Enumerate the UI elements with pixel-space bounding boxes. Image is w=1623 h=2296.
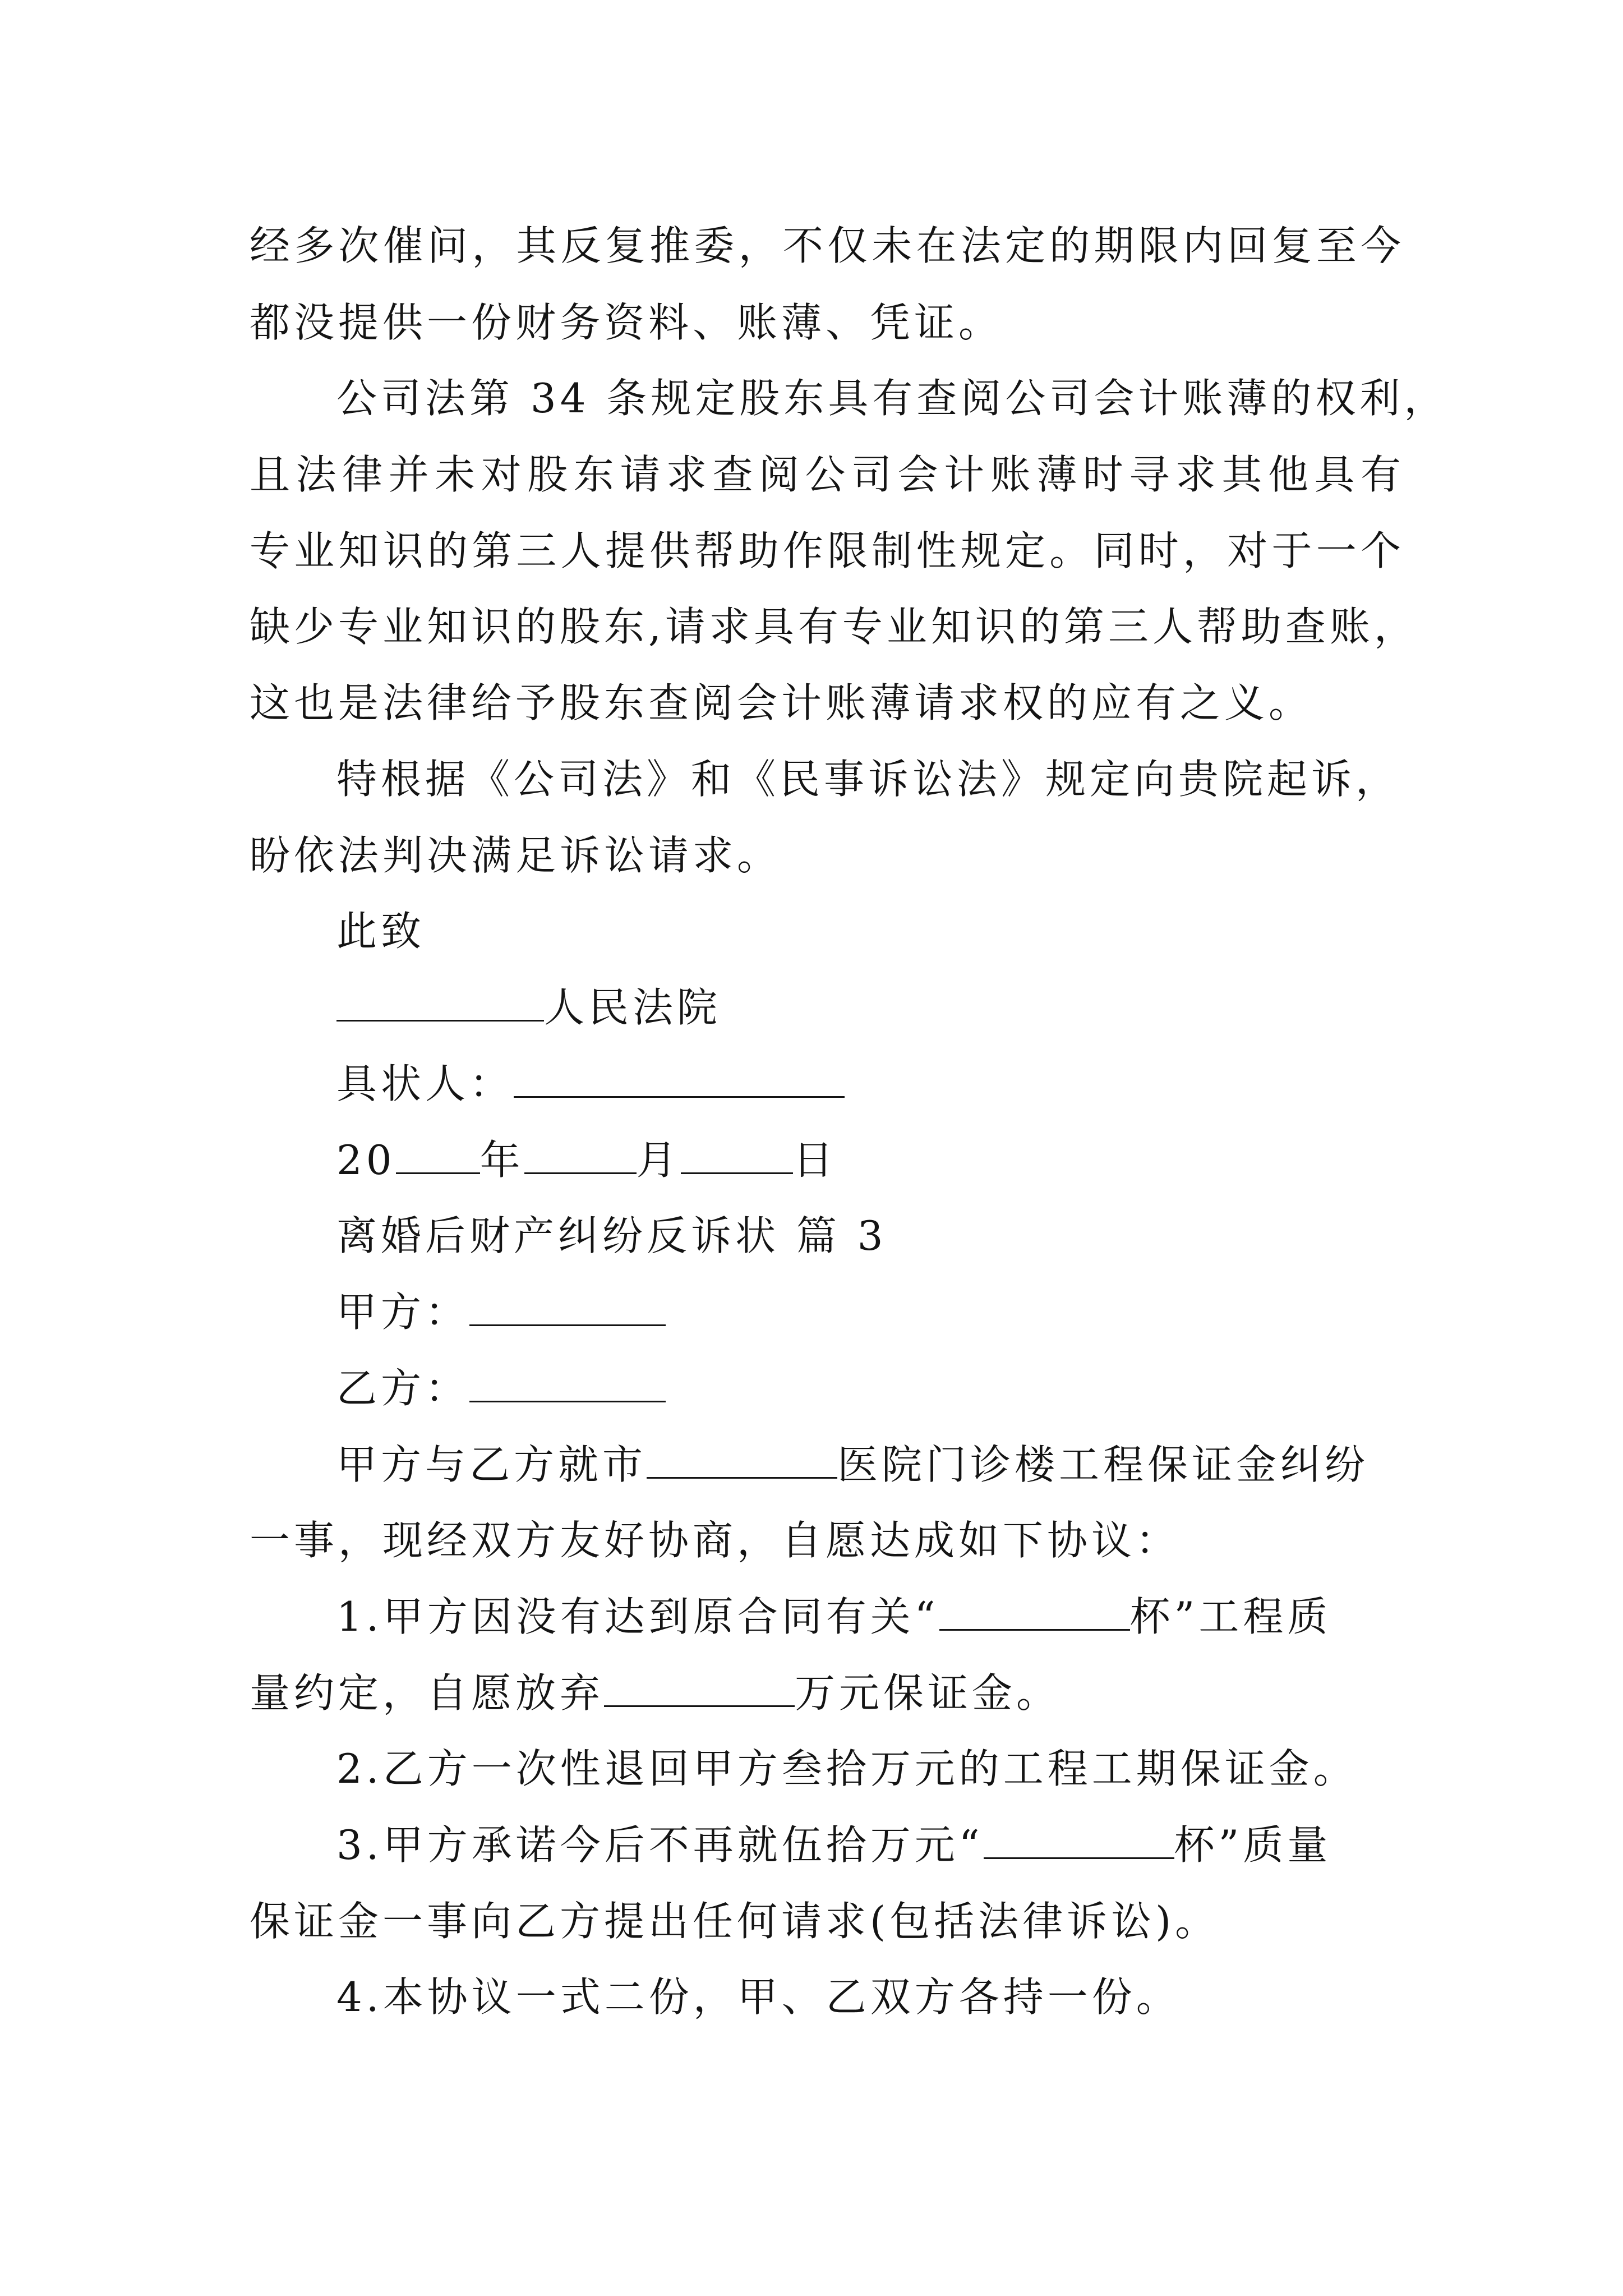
party-a-label: 甲方：: [336, 1289, 470, 1336]
text-span: 杯”质量: [1174, 1821, 1332, 1869]
body-line: 盼依法判决满足诉讼请求。: [250, 832, 782, 879]
body-line: 且法律并未对股东请求查阅公司会计账薄时寻求其他具有: [250, 451, 1405, 498]
body-line: 经多次催问，其反复推委，不仅未在法定的期限内回复至今: [250, 222, 1405, 269]
body-line: 一事，现经双方友好协商，自愿达成如下协议：: [250, 1517, 1181, 1564]
month-label: 月: [636, 1137, 681, 1184]
court-name-blank: [336, 986, 544, 1022]
body-line: 都没提供一份财务资料、账薄、凭证。: [250, 299, 1003, 346]
party-b-line: [336, 1361, 1492, 1415]
paragraph-first-line: 特根据《公司法》和《民事诉讼法》规定向贵院起诉，: [336, 756, 1400, 803]
court-suffix: 人民法院: [544, 984, 722, 1031]
party-a-line: [336, 1285, 1492, 1339]
plaintiff-blank: [514, 1062, 845, 1098]
day-label: 日: [792, 1137, 837, 1184]
cup-name-blank: [984, 1824, 1174, 1859]
plaintiff-line: [336, 1057, 1492, 1111]
month-blank: [524, 1139, 637, 1174]
date-line: [336, 1133, 1492, 1187]
text-span: 甲方与乙方就市: [336, 1441, 647, 1488]
clause-1-line: [336, 1590, 1492, 1644]
party-b-blank: [469, 1367, 666, 1402]
party-a-blank: [469, 1291, 666, 1326]
paragraph-first-line: 公司法第 34 条规定股东具有查阅公司会计账薄的权利，: [336, 375, 1449, 422]
clause-3-line: [336, 1818, 1492, 1872]
text-span: 万元保证金。: [795, 1669, 1061, 1717]
body-line: 专业知识的第三人提供帮助作限制性规定。同时，对于一个: [250, 527, 1405, 574]
day-blank: [681, 1139, 793, 1174]
amount-blank: [604, 1672, 795, 1707]
year-prefix: 20: [336, 1137, 396, 1184]
clause-4-line: 4.本协议一式二份，甲、乙双方各持一份。: [336, 1973, 1181, 2021]
court-line: [336, 981, 1492, 1034]
year-label: 年: [479, 1137, 524, 1184]
body-line: 这也是法律给予股东查阅会计账薄请求权的应有之义。: [250, 679, 1313, 726]
section-title: 离婚后财产纠纷反诉状 篇 3: [336, 1212, 887, 1259]
clause-1-cont: [250, 1666, 1405, 1720]
text-span: 3.甲方承诺今后不再就伍拾万元“: [336, 1821, 984, 1869]
year-blank: [396, 1139, 480, 1174]
text-span: 杯”工程质: [1129, 1593, 1332, 1640]
text-span: 量约定，自愿放弃: [250, 1669, 605, 1717]
plaintiff-label: 具状人：: [336, 1060, 514, 1107]
agreement-intro-line: [336, 1438, 1492, 1492]
salutation: 此致: [336, 908, 426, 955]
text-span: 1.甲方因没有达到原合同有关“: [336, 1593, 939, 1640]
body-line: 保证金一事向乙方提出任何请求(包括法律诉讼)。: [250, 1898, 1220, 1945]
body-line: 缺少专业知识的股东,请求具有专业知识的第三人帮助查账，: [250, 603, 1418, 650]
city-blank: [647, 1443, 837, 1479]
clause-2-line: 2.乙方一次性退回甲方叁拾万元的工程工期保证金。: [336, 1745, 1358, 1792]
cup-name-blank: [939, 1595, 1130, 1631]
party-b-label: 乙方：: [336, 1365, 470, 1412]
text-span: 医院门诊楼工程保证金纠纷: [837, 1441, 1370, 1488]
